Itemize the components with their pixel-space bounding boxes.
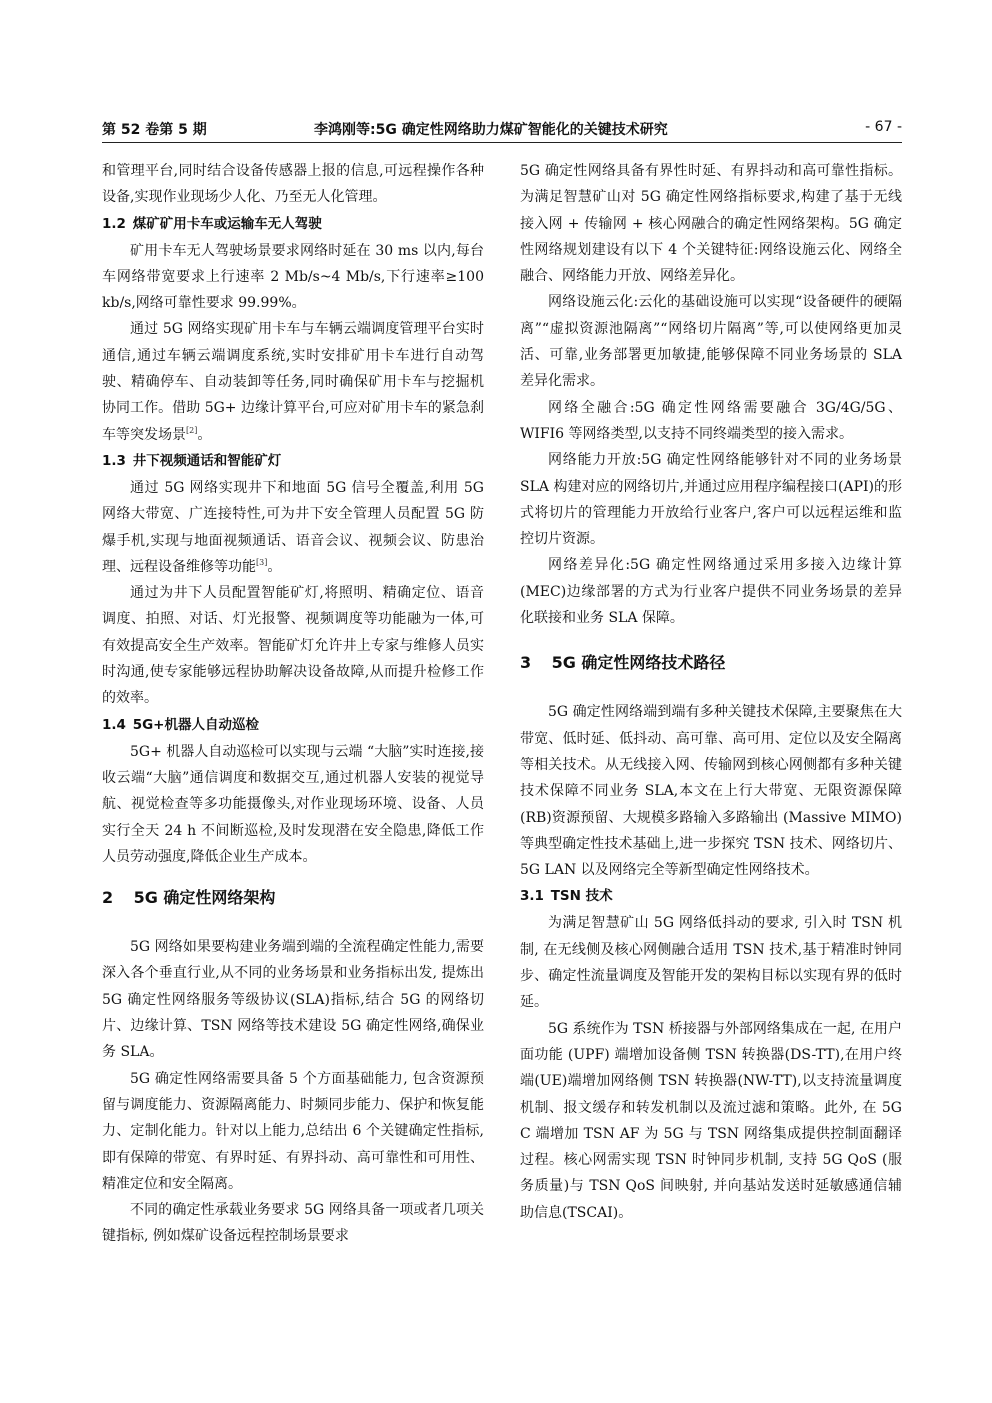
section-title: 5G+机器人自动巡检 [132, 716, 259, 733]
volume-issue: 第 52 卷第 5 期 [102, 122, 207, 138]
paragraph-end: 。 [267, 558, 282, 575]
paragraph: 5G 确定性网络端到端有多种关键技术保障,主要聚焦在大带宽、低时延、低抖动、高可靠、高可用、定位以及安全隔离等相关技术。从无线接入网、传输网到核心网侧都有多种关键技术保障不同业务 SLA,本文在上行大带宽、无限资源保障(RB)资源预留、大规模多路输入多路输出 (Massive MIMO) 等典型确定性技术基础上,进一步探究 TSN 技术、网络切片、5G LAN 以及网络完全等新型确定性网络技术。 [520, 704, 902, 879]
paragraph: 矿用卡车无人驾驶场景要求网络时延在 30 ms 以内,每台车网络带宽要求上行速率 2 Mb/s~4 Mb/s,下行速率≥100 kb/s,网络可靠性要求 99.99%。 [102, 242, 484, 312]
paragraph-end: 。 [197, 426, 212, 443]
right-column [520, 158, 902, 1226]
page-number: - 67 - [865, 119, 902, 135]
paragraph: 5G 确定性网络需要具备 5 个方面基础能力, 包含资源预留与调度能力、资源隔离能力、时频同步能力、保护和恢复能力、定制化能力。针对以上能力,总结出 6 个关键确定性指标,即有保障的带宽、有界时延、有界抖动、高可靠性和可用性、精准定位和安全隔离。 [102, 1070, 484, 1192]
citation-ref: [2] [186, 425, 198, 435]
paragraph [102, 475, 484, 580]
paragraph: 网络差异化:5G 确定性网络通过采用多接入边缘计算(MEC)边缘部署的方式为行业客户提供不同业务场景的差异化联接和业务 SLA 保障。 [520, 557, 902, 627]
paragraph: 不同的确定性承载业务要求 5G 网络具备一项或者几项关键指标, 例如煤矿设备远程控制场景要求 [102, 1202, 484, 1245]
subsection-heading-1-2 [102, 211, 484, 238]
subsection-heading-1-4 [102, 712, 484, 739]
section-title: 5G 确定性网络技术路径 [551, 653, 726, 673]
section-heading-2 [102, 884, 484, 912]
paragraph: 5G 确定性网络具备有界性时延、有界抖动和高可靠性指标。为满足智慧矿山对 5G 确定性网络指标要求,构建了基于无线接入网 + 传输网 + 核心网融合的确定性网络架构。5G 确定性网络规划建设有以下 4 个关键特征:网络设施云化、网络全融合、网络能力开放、网络差异化。 [520, 163, 902, 285]
subsection-heading-3-1 [520, 883, 902, 910]
paragraph: 5G 系统作为 TSN 桥接器与外部网络集成在一起, 在用户面功能 (UPF) 端增加设备侧 TSN 转换器(DS-TT),在用户终端(UE)端增加网络侧 TSN 转换器(NW-TT),以支持流量调度机制、报文缓存和转发机制以及流过滤和策略。此外, 在 5G C 端增加 TSN AF 为 5G 与 TSN 网络集成提供控制面翻译过程。核心网需实现 TSN 时钟同步机制, 支持 5G QoS (服务质量)与 TSN QoS 间映射, 并向基站发送时延敏感通信辅助信息(TSCAI)。 [520, 1020, 902, 1221]
paragraph [102, 316, 484, 447]
left-column [102, 158, 484, 1250]
section-title: 井下视频通话和智能矿灯 [132, 452, 282, 469]
paragraph: 网络能力开放:5G 确定性网络能够针对不同的业务场景 SLA 构建对应的网络切片,并通过应用程序编程接口(API)的形式将切片的管理能力开放给行业客户,客户可以远程运维和监控切片资源。 [520, 452, 902, 548]
section-number: 1.4 [102, 716, 126, 733]
paragraph: 网络设施云化:云化的基础设施可以实现“设备硬件的硬隔离”“虚拟资源池隔离”“网络切片隔离”等,可以使网络更加灵活、可靠,业务部署更加敏捷,能够保障不同业务场景的 SLA 差异化需求。 [520, 294, 902, 390]
section-title: 5G 确定性网络架构 [133, 888, 276, 908]
section-number: 2 [102, 888, 114, 908]
running-header [102, 119, 902, 141]
paragraph-text: 通过 5G 网络实现井下和地面 5G 信号全覆盖,利用 5G 网络大带宽、广连接特性,可为井下安全管理人员配置 5G 防爆手机,实现与地面视频通话、语音会议、视频会议、防患治理、远程设备维修等功能 [102, 479, 484, 575]
section-number: 1.2 [102, 215, 126, 232]
paragraph: 5G+ 机器人自动巡检可以实现与云端 “大脑”实时连接,接收云端“大脑”通信调度和数据交互,通过机器人安装的视觉导航、视觉检查等多功能摄像头,对作业现场环境、设备、人员实行全天 24 h 不间断巡检,及时发现潜在安全隐患,降低工作人员劳动强度,降低企业生产成本。 [102, 743, 484, 865]
subsection-heading-1-3 [102, 448, 484, 475]
section-number: 3.1 [520, 888, 544, 905]
header-rule [102, 142, 902, 143]
paragraph: 为满足智慧矿山 5G 网络低抖动的要求, 引入时 TSN 机制, 在无线侧及核心网侧融合适用 TSN 技术,基于精准时钟同步、确定性流量调度及智能开发的架构目标以实现有界的低时延。 [520, 915, 902, 1011]
paragraph-text: 通过 5G 网络实现矿用卡车与车辆云端调度管理平台实时通信,通过车辆云端调度系统,实时安排矿用卡车进行自动驾驶、精确停车、自动装卸等任务,同时确保矿用卡车与挖掘机协同工作。借助 5G+ 边缘计算平台,可应对矿用卡车的紧急刹车等突发场景 [102, 321, 484, 443]
running-title: 李鸿刚等:5G 确定性网络助力煤矿智能化的关键技术研究 [314, 122, 668, 138]
paragraph: 和管理平台,同时结合设备传感器上报的信息,可远程操作各种设备,实现作业现场少人化、乃至无人化管理。 [102, 163, 484, 206]
paragraph: 网络全融合:5G 确定性网络需要融合 3G/4G/5G、WIFI6 等网络类型,以支持不同终端类型的接入需求。 [520, 399, 902, 442]
section-heading-3 [520, 649, 902, 677]
section-title: TSN 技术 [550, 888, 613, 905]
section-number: 3 [520, 653, 532, 673]
paragraph: 通过为井下人员配置智能矿灯,将照明、精确定位、语音调度、拍照、对话、灯光报警、视频调度等功能融为一体,可有效提高安全生产效率。智能矿灯允许井上专家与维修人员实时沟通,使专家能够远程协助解决设备故障,从而提升检修工作的效率。 [102, 585, 484, 707]
section-number: 1.3 [102, 452, 126, 469]
paragraph: 5G 网络如果要构建业务端到端的全流程确定性能力,需要深入各个垂直行业,从不同的业务场景和业务指标出发, 提炼出 5G 确定性网络服务等级协议(SLA)指标,结合 5G 的网络切片、边缘计算、TSN 网络等技术建设 5G 确定性网络,确保业务 SLA。 [102, 939, 484, 1061]
section-title: 煤矿矿用卡车或运输车无人驾驶 [132, 215, 322, 232]
citation-ref: [3] [256, 557, 268, 567]
